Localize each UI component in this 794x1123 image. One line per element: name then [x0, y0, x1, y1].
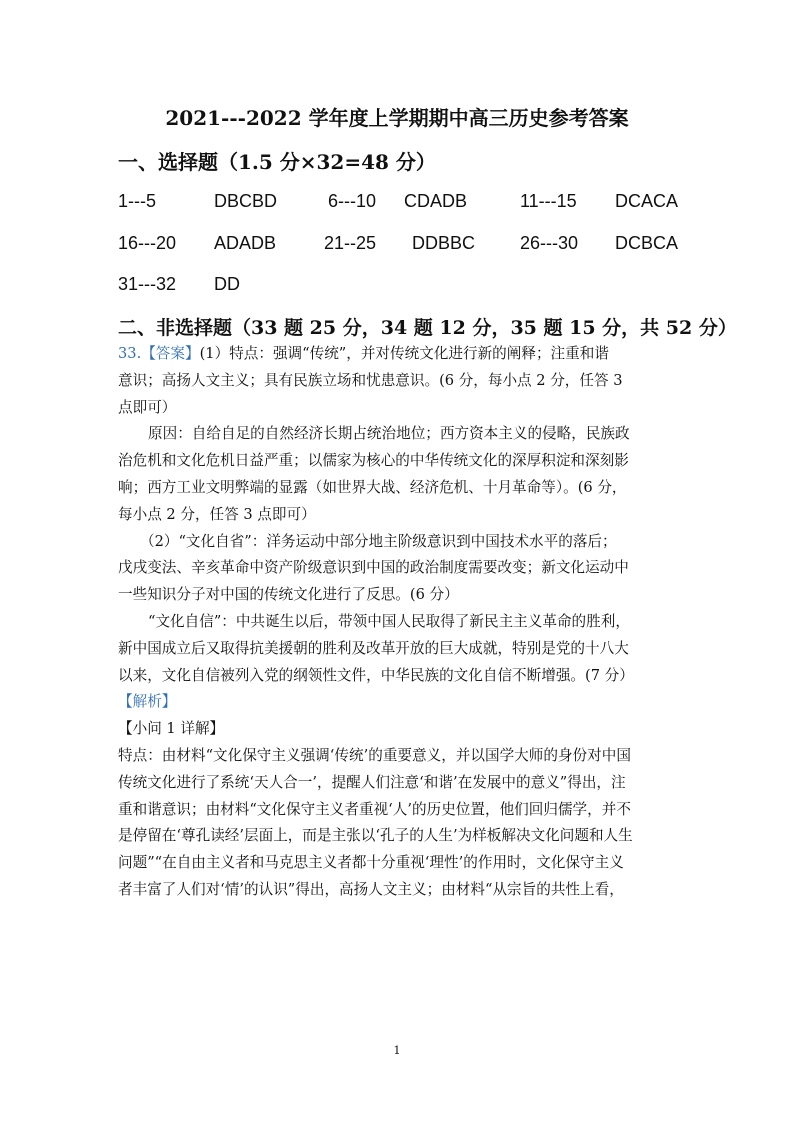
section-heading-choice: 一、选择题（1.5 分×32=48 分） — [118, 150, 436, 174]
analysis-label: 【解析】 — [118, 693, 177, 711]
answer-letters: DD — [214, 274, 240, 294]
text-line: 重和谐意识；由材料“文化保守主义者重视‘人’的历史位置，他们回归儒学，并不 — [118, 800, 631, 818]
text-line: （2）“文化自省”：洋务运动中部分地主阶级意识到中国技术水平的落后； — [140, 532, 617, 550]
text-line: 传统文化进行了系统‘天人合一’，提醒人们注意‘和谐’在发展中的意义”得出，注 — [118, 773, 626, 791]
answer-letters: ADADB — [214, 233, 277, 253]
section-heading-nonchoice: 二、非选择题（33 题 25 分，34 题 12 分，35 题 15 分，共 52 分） — [118, 317, 737, 339]
answer-range: 26---30 — [520, 233, 579, 253]
answer-letters: DDBBC — [412, 233, 476, 253]
sub-question-label: 【小问 1 详解】 — [118, 720, 225, 738]
text-line: “文化自信”：中共诞生以后，带领中国人民取得了新民主主义革命的胜利， — [148, 612, 630, 630]
text-line: 响；西方工业文明弊端的显露（如世界大战、经济危机、十月革命等）。(6 分， — [118, 478, 627, 496]
answer-range: 1---5 — [118, 191, 157, 211]
answer-range: 6---10 — [328, 191, 377, 211]
text-line: 以来，文化自信被列入党的纲领性文件，中华民族的文化自信不断增强。(7 分） — [118, 666, 634, 684]
page-title: 2021---2022 学年度上学期期中高三历史参考答案 — [165, 106, 629, 130]
text-line: 者丰富了人们对‘情’的认识”得出，高扬人文主义；由材料“从宗旨的共性上看， — [118, 880, 624, 898]
answer-range: 11---15 — [520, 191, 577, 211]
text-line: 一些知识分子对中国的传统文化进行了反思。(6 分） — [118, 586, 459, 604]
text-line: 新中国成立后又取得抗美援朝的胜利及改革开放的巨大成就，特别是党的十八大 — [118, 639, 629, 657]
text-line: 点即可） — [118, 398, 177, 416]
answer-letters: CDADB — [404, 191, 468, 211]
text-line: 每小点 2 分，任答 3 点即可） — [118, 505, 316, 523]
text-line: 特点：由材料“文化保守主义强调‘传统’的重要意义，并以国学大师的身份对中国 — [118, 746, 631, 764]
answer-letters: DCACA — [615, 191, 679, 211]
q33-answer-block — [118, 341, 678, 904]
text-line: 是停留在‘尊孔读经’层面上，而是主张以‘孔子的人生’为样板解决文化问题和人生 — [118, 827, 633, 845]
text-line: 问题”“在自由主义者和马克思主义者都十分重视‘理性’的作用时，文化保守主义 — [118, 854, 624, 872]
page-number: 1 — [393, 1044, 401, 1057]
text-line: 治危机和文化危机日益严重；以儒家为核心的中华传统文化的深厚积淀和深刻影 — [118, 452, 629, 470]
text-line: 戊戌变法、辛亥革命中资产阶级意识到中国的政治制度需要改变；新文化运动中 — [118, 559, 629, 577]
answer-label: 33.【答案】 — [118, 345, 200, 362]
answer-range: 21--25 — [324, 233, 377, 253]
text-line: 意识；高扬人文主义；具有民族立场和忧患意识。(6 分，每小点 2 分，任答 3 — [118, 371, 623, 389]
text-line: 33.【答案】(1）特点：强调“传统”，并对传统文化进行新的阐释；注重和谐 — [118, 345, 609, 362]
text-line: 原因：自给自足的自然经济长期占统治地位；西方资本主义的侵略，民族政 — [148, 425, 630, 443]
answer-letters: DBCBD — [214, 191, 278, 211]
answer-range: 31---32 — [118, 274, 177, 294]
answer-range: 16---20 — [118, 233, 177, 253]
answer-letters: DCBCA — [615, 233, 679, 253]
